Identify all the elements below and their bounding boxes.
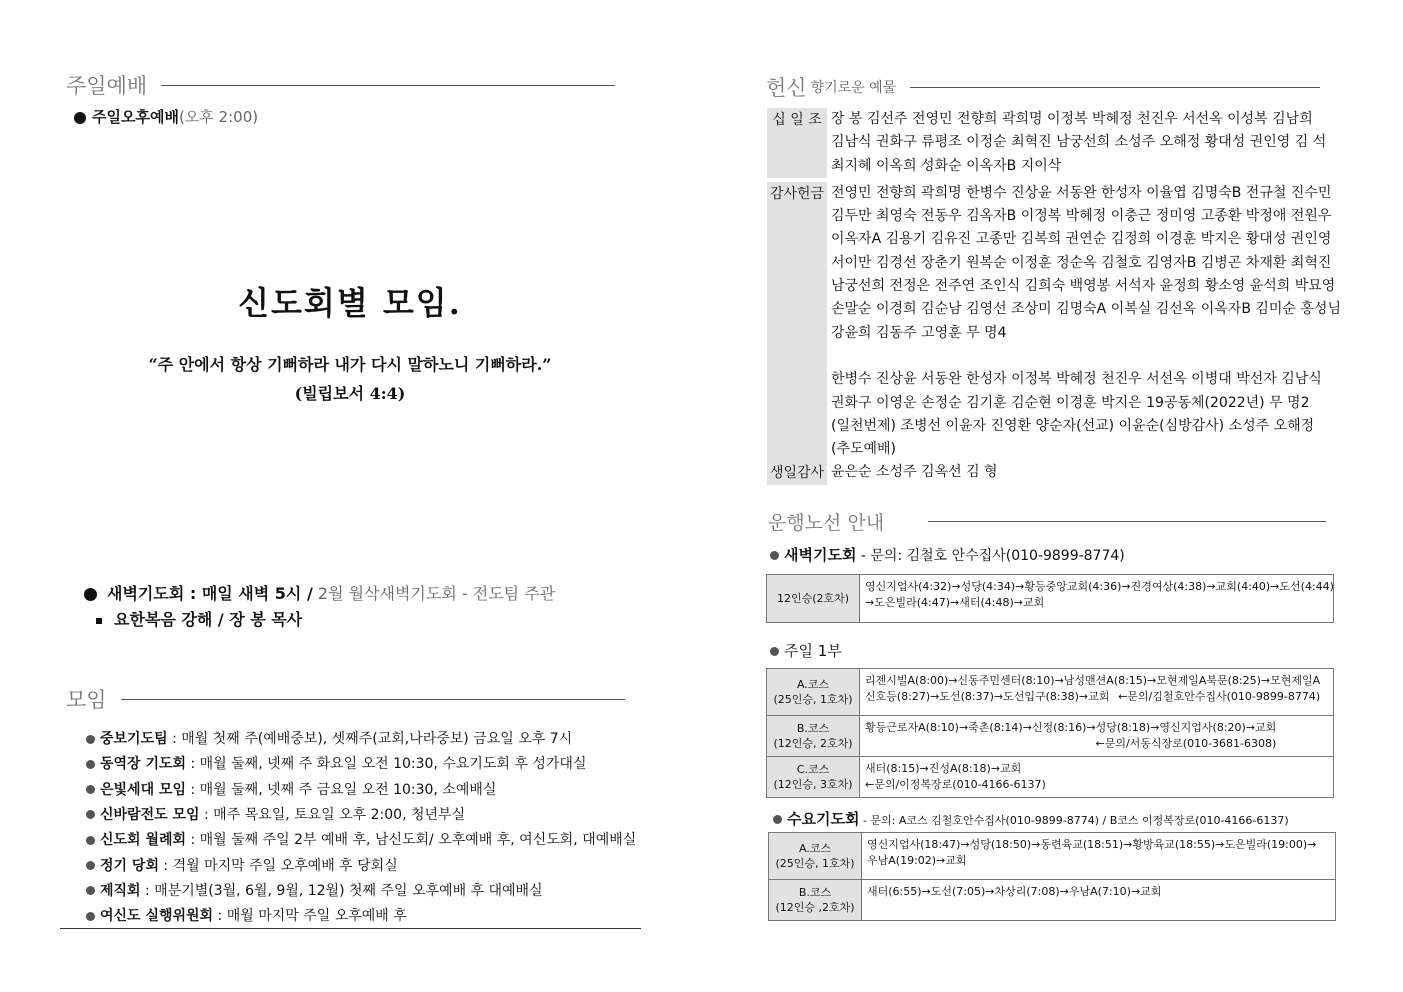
route-contact: ←문의/김철호안수집사(010-9899-8774): [1118, 690, 1321, 703]
worship-section-title: 주일예배: [66, 70, 615, 100]
meeting-name: 여신도 실행위원회: [100, 908, 214, 925]
meeting-item: [86, 804, 465, 824]
bullet-icon: [773, 815, 782, 824]
route-contact: ←문의/이정복장로(010-4166-6137): [865, 778, 1046, 791]
name-line: 이옥자A 김용기 김유진 고종만 김복희 권연순 김정희 이경훈 박지은 황대성 권인영: [831, 231, 1332, 248]
wed-route-heading: 수요기도회 - 문의: A코스 김철호안수집사(010-9899-8774) / B코스 이정복장로(010-4166-6137): [773, 808, 1289, 829]
dawn-prayer: 새벽기도회 : 매일 새벽 5시 / 2월 월삭새벽기도회 - 전도팀 주관: [84, 581, 555, 604]
route-stops-line: 황등근로자A(8:10)→죽촌(8:14)→신정(8:16)→성당(8:18)→영신지업사(8:20)→교회: [865, 721, 1277, 734]
event-title: 신도회별 모임.: [238, 284, 462, 322]
left-page: [0, 0, 700, 992]
routes-section-title: 운행노선 안내: [768, 508, 1326, 535]
title-rule: [928, 521, 1326, 522]
verse-text: “주 안에서 항상 기뻐하라 내가 다시 말하노니 기뻐하라.”: [148, 355, 552, 374]
meeting-name: 은빛세대 모임: [100, 781, 187, 798]
route-stops: [860, 757, 1051, 797]
name-line: 강윤희 김동주 고영훈 무 명4: [831, 324, 1007, 341]
tithe-label: 십 일 조: [767, 108, 827, 178]
title-rule: [121, 699, 625, 700]
meeting-detail: : 격월 마지막 주일 오후예배 후 당회실: [158, 857, 398, 874]
meeting-detail: : 매월 마지막 주일 오후예배 후: [213, 908, 407, 925]
wed-route-table: [768, 832, 1336, 921]
bullet-icon: [86, 836, 95, 845]
meetings-section-title: 모임: [66, 684, 625, 714]
route-label-line: A.코스: [798, 842, 832, 855]
route-label-line: (12인승 ,2호차): [775, 901, 855, 914]
route-stops: [862, 833, 1321, 879]
afternoon-service: 주일오후예배(오후 2:00): [74, 106, 258, 127]
meeting-name: 동역장 기도회: [100, 756, 187, 773]
meeting-item: [86, 855, 398, 875]
meeting-detail: : 매월 첫째 주(예배중보), 셋째주(교회,나라중보) 금요일 오후 7시: [167, 731, 573, 747]
offering-table: [767, 108, 1342, 485]
bullet-icon: [86, 735, 95, 744]
meeting-detail: : 매주 목요일, 토요일 오후 2:00, 청년부실: [199, 806, 466, 823]
name-line: 권화구 이영운 손정순 김기훈 김순현 이경훈 박지은 19공동체(2022년) 무 명2: [831, 394, 1310, 411]
route-stops-line: 영신지업사(18:47)→성당(18:50)→동련육교(18:51)→황방육교(18:55)→도은빌라(19:00)→: [867, 838, 1317, 851]
route-label-line: A.코스: [796, 678, 830, 691]
route-label: [767, 575, 860, 622]
meeting-detail: : 매월 둘째, 넷째 주 화요일 오전 10:30, 수요기도회 후 성가대실: [186, 756, 587, 773]
route-stops-line: 리젠시빌A(8:00)→신동주민센터(8:10)→남성맨션A(8:15)→모현제일A북문(8:25)→모현제일A: [865, 674, 1321, 687]
route-label: [769, 833, 862, 879]
route-stops: [860, 575, 1339, 622]
title-rule: [161, 85, 615, 86]
route-contact: ←문의/서동식장로(010-3681-6308): [1095, 737, 1277, 750]
route-label-line: (12인승, 3호차): [773, 778, 853, 791]
route-row: [767, 715, 1333, 756]
name-line: 남궁선희 전정은 전주연 조인식 김희숙 백영봉 서석자 윤정희 황소영 윤석희 박묘영: [831, 278, 1336, 295]
route-label-line: 12인승(2호차): [776, 592, 850, 605]
route-label-line: (25인승, 1호차): [775, 857, 855, 870]
tithe-row: [767, 108, 1342, 178]
route-stops-line: 신호등(8:27)→도선(8:37)→도선입구(8:38)→교회: [865, 690, 1110, 703]
route-stops: [862, 880, 1166, 920]
verse-reference: (빌립보서 4:4): [294, 384, 406, 403]
route-row: [769, 833, 1335, 879]
birthday-row: [767, 461, 1342, 484]
meeting-detail: : 매월 둘째, 넷째 주 금요일 오전 10:30, 소예배실: [186, 781, 497, 798]
route-stops: [860, 716, 1281, 756]
bullet-icon: [86, 912, 95, 921]
birthday-label: 생일감사: [767, 461, 827, 484]
sunday-route-table: [766, 668, 1334, 798]
meeting-name: 정기 당회: [100, 857, 159, 874]
route-row: [767, 575, 1333, 622]
meeting-name: 제직회: [100, 882, 141, 899]
bullet-icon: [86, 785, 95, 794]
square-bullet-icon: [96, 618, 102, 624]
bullet-icon: [86, 861, 95, 870]
route-row: [767, 756, 1333, 797]
route-label-line: (25인승, 1호차): [773, 693, 853, 706]
name-line: (일천번제) 조병선 이윤자 진영환 양순자(선교) 이윤순(심방감사) 소성주 오해정: [831, 417, 1315, 434]
bullet-icon: [86, 886, 95, 895]
sunday-route-heading: 주일 1부: [770, 640, 842, 661]
name-line: (추도예배): [831, 441, 897, 458]
offering-section-title: 헌신 향기로운 예물: [766, 72, 1320, 102]
bottom-rule: [60, 928, 641, 929]
meeting-item: [86, 728, 572, 748]
route-stops-line: [865, 595, 1334, 611]
name-line: 한병수 진상윤 서동완 한성자 이정복 박혜정 천진우 서선옥 이병대 박선자 김남식: [831, 371, 1322, 388]
route-row: [769, 879, 1335, 920]
route-label-line: B.코스: [798, 886, 832, 899]
bullet-icon: [770, 551, 779, 560]
meeting-detail: : 매월 둘째 주일 2부 예배 후, 남신도회/ 오후예배 후, 여신도회, 대예배실: [186, 832, 637, 849]
bullet-icon: [86, 760, 95, 769]
route-label: [769, 880, 862, 920]
dawn-route-heading: 새벽기도회 - 문의: 김철호 안수집사(010-9899-8774): [770, 544, 1125, 565]
thanks-names: [827, 182, 1341, 462]
dawn-prayer-sub: 요한복음 강해 / 장 봉 목사: [96, 607, 302, 630]
route-row: [767, 669, 1333, 715]
name-line: 서이만 김경선 장춘기 원복순 이정훈 정순옥 김철호 김영자B 김병곤 차재환 최혁진: [831, 254, 1332, 271]
bullet-icon: [74, 112, 86, 124]
right-page: [700, 0, 1403, 992]
bullet-icon: [84, 588, 97, 601]
name-line: 김남식 권화구 류평조 이정순 최혁진 남궁선희 소성주 오해정 황대성 권인영 김 석: [831, 134, 1327, 151]
meeting-item: [86, 880, 543, 900]
meeting-name: 신바람전도 모임: [100, 806, 200, 823]
meeting-item: [86, 905, 407, 925]
route-stops-line: [865, 689, 1320, 705]
route-label-line: (12인승, 2호차): [773, 737, 853, 750]
meeting-name: 신도회 월례회: [100, 832, 187, 849]
name-line: [831, 345, 1341, 368]
bullet-icon: [770, 647, 779, 656]
route-label: [767, 757, 860, 797]
route-stops-line: →도은빌라(4:47)→새터(4:48)→교회: [865, 596, 1045, 609]
route-stops-line: 새터(8:15)→진성A(8:18)→교회: [865, 762, 1022, 775]
meeting-name: 중보기도팀: [100, 731, 168, 747]
thanks-row: [767, 182, 1342, 462]
birthday-names: 윤은순 소성주 김옥선 김 형: [831, 464, 998, 481]
route-stops-line: [867, 853, 1316, 869]
tithe-names: [827, 108, 1326, 178]
title-rule: [910, 87, 1320, 88]
route-stops-line: 영신지업사(4:32)→성당(4:34)→황등중앙교회(4:36)→진경여상(4:38)→교회(4:40)→도선(4:44): [865, 580, 1334, 593]
thanks-label: 감사헌금: [767, 182, 827, 462]
dawn-route-table: [766, 574, 1334, 623]
name-line: 최지혜 이옥희 성화순 이옥자B 지이삭: [831, 157, 1062, 174]
bullet-icon: [86, 810, 95, 819]
name-line: 김두만 최영숙 전동우 김옥자B 이정복 박혜정 이충근 정미영 고종환 박정애 전원우: [831, 208, 1332, 225]
meeting-item: [86, 753, 586, 773]
meeting-item: [86, 829, 636, 849]
route-stops-line: 우남A(19:02)→교회: [867, 854, 967, 867]
meeting-item: [86, 779, 496, 799]
name-line: 전영민 전향희 곽희명 한병수 진상윤 서동완 한성자 이율엽 김명숙B 전규철 진수민: [831, 184, 1332, 201]
route-label-line: B.코스: [796, 722, 830, 735]
meeting-detail: : 매분기별(3월, 6월, 9월, 12월) 첫째 주일 오후예배 후 대예배실: [140, 882, 543, 899]
route-label: [767, 669, 860, 715]
route-label-line: C.코스: [796, 763, 830, 776]
name-line: 손말순 이경희 김순남 김영선 조상미 김명숙A 이복실 김선옥 이옥자B 김미순 홍성님: [831, 301, 1341, 318]
name-line: 장 봉 김선주 전영민 전향희 곽희명 이정복 박혜정 천진우 서선옥 이성복 김남희: [831, 111, 1313, 127]
route-stops: [860, 669, 1325, 715]
route-label: [767, 716, 860, 756]
route-stops-line: 새터(6:55)→도선(7:05)→차상리(7:08)→우남A(7:10)→교회: [867, 885, 1162, 898]
